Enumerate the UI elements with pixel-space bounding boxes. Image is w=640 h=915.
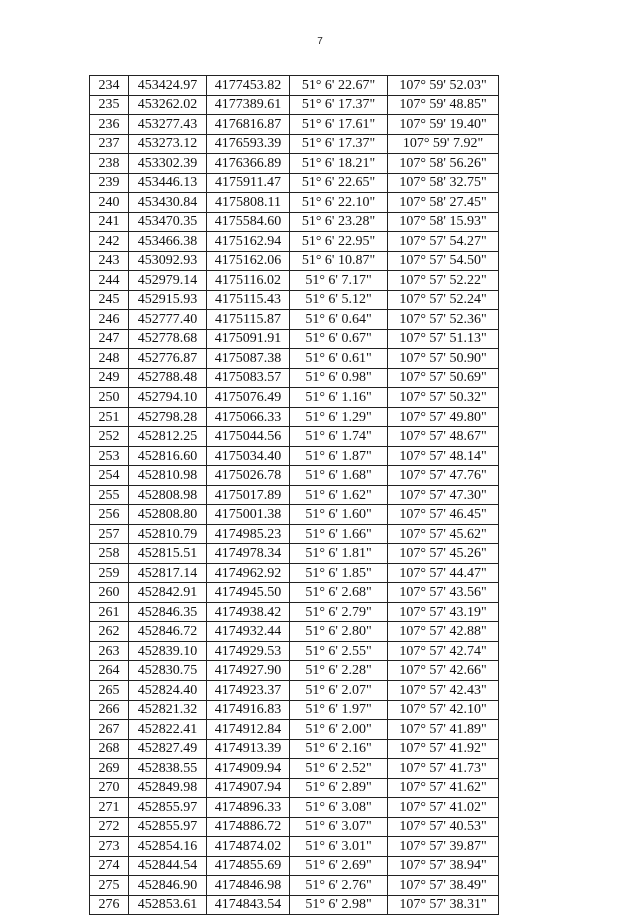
table-row (90, 368, 499, 388)
point-number-cell: 272 (90, 817, 129, 837)
point-number-cell: 255 (90, 485, 129, 505)
point-number-cell: 268 (90, 739, 129, 759)
y-coordinate-cell: 4174962.92 (207, 563, 290, 583)
longitude-cell: 107° 58' 27.45" (388, 193, 499, 213)
longitude-cell: 107° 59' 52.03" (388, 76, 499, 96)
y-coordinate-cell: 4175026.78 (207, 466, 290, 486)
table-row (90, 739, 499, 759)
latitude-cell: 51° 6' 2.89" (290, 778, 388, 798)
y-coordinate-cell: 4175034.40 (207, 446, 290, 466)
latitude-cell: 51° 6' 2.55" (290, 641, 388, 661)
longitude-cell: 107° 57' 41.62" (388, 778, 499, 798)
longitude-cell: 107° 58' 56.26" (388, 154, 499, 174)
longitude-cell: 107° 57' 42.74" (388, 641, 499, 661)
longitude-cell: 107° 57' 45.26" (388, 544, 499, 564)
x-coordinate-cell: 452979.14 (129, 271, 207, 291)
longitude-cell: 107° 57' 44.47" (388, 563, 499, 583)
latitude-cell: 51° 6' 2.16" (290, 739, 388, 759)
y-coordinate-cell: 4175017.89 (207, 485, 290, 505)
table-row (90, 232, 499, 252)
point-number-cell: 256 (90, 505, 129, 525)
latitude-cell: 51° 6' 3.08" (290, 798, 388, 818)
table-row (90, 329, 499, 349)
table-row (90, 680, 499, 700)
latitude-cell: 51° 6' 3.01" (290, 837, 388, 857)
point-number-cell: 241 (90, 212, 129, 232)
y-coordinate-cell: 4175066.33 (207, 407, 290, 427)
x-coordinate-cell: 452777.40 (129, 310, 207, 330)
latitude-cell: 51° 6' 0.64" (290, 310, 388, 330)
latitude-cell: 51° 6' 1.62" (290, 485, 388, 505)
latitude-cell: 51° 6' 1.81" (290, 544, 388, 564)
y-coordinate-cell: 4176816.87 (207, 115, 290, 135)
point-number-cell: 265 (90, 680, 129, 700)
x-coordinate-cell: 452810.79 (129, 524, 207, 544)
x-coordinate-cell: 452849.98 (129, 778, 207, 798)
latitude-cell: 51° 6' 2.00" (290, 720, 388, 740)
longitude-cell: 107° 57' 42.88" (388, 622, 499, 642)
point-number-cell: 251 (90, 407, 129, 427)
coordinates-table-body (90, 76, 499, 915)
latitude-cell: 51° 6' 10.87" (290, 251, 388, 271)
table-row (90, 290, 499, 310)
longitude-cell: 107° 57' 38.49" (388, 876, 499, 896)
point-number-cell: 270 (90, 778, 129, 798)
point-number-cell: 271 (90, 798, 129, 818)
point-number-cell: 234 (90, 76, 129, 96)
longitude-cell: 107° 57' 39.87" (388, 837, 499, 857)
point-number-cell: 240 (90, 193, 129, 213)
x-coordinate-cell: 453466.38 (129, 232, 207, 252)
latitude-cell: 51° 6' 0.67" (290, 329, 388, 349)
y-coordinate-cell: 4174896.33 (207, 798, 290, 818)
latitude-cell: 51° 6' 17.37" (290, 134, 388, 154)
y-coordinate-cell: 4175087.38 (207, 349, 290, 369)
point-number-cell: 253 (90, 446, 129, 466)
longitude-cell: 107° 57' 41.02" (388, 798, 499, 818)
y-coordinate-cell: 4174938.42 (207, 602, 290, 622)
table-row (90, 154, 499, 174)
point-number-cell: 252 (90, 427, 129, 447)
latitude-cell: 51° 6' 1.16" (290, 388, 388, 408)
longitude-cell: 107° 57' 49.80" (388, 407, 499, 427)
latitude-cell: 51° 6' 0.98" (290, 368, 388, 388)
x-coordinate-cell: 452788.48 (129, 368, 207, 388)
table-row (90, 271, 499, 291)
latitude-cell: 51° 6' 2.80" (290, 622, 388, 642)
point-number-cell: 242 (90, 232, 129, 252)
table-row (90, 876, 499, 896)
point-number-cell: 247 (90, 329, 129, 349)
table-row (90, 563, 499, 583)
longitude-cell: 107° 57' 41.92" (388, 739, 499, 759)
x-coordinate-cell: 452854.16 (129, 837, 207, 857)
y-coordinate-cell: 4175162.06 (207, 251, 290, 271)
y-coordinate-cell: 4175162.94 (207, 232, 290, 252)
longitude-cell: 107° 57' 47.30" (388, 485, 499, 505)
table-row (90, 485, 499, 505)
longitude-cell: 107° 57' 50.90" (388, 349, 499, 369)
y-coordinate-cell: 4174855.69 (207, 856, 290, 876)
longitude-cell: 107° 57' 51.13" (388, 329, 499, 349)
point-number-cell: 258 (90, 544, 129, 564)
x-coordinate-cell: 453446.13 (129, 173, 207, 193)
y-coordinate-cell: 4174846.98 (207, 876, 290, 896)
y-coordinate-cell: 4174913.39 (207, 739, 290, 759)
point-number-cell: 250 (90, 388, 129, 408)
latitude-cell: 51° 6' 22.65" (290, 173, 388, 193)
y-coordinate-cell: 4174912.84 (207, 720, 290, 740)
longitude-cell: 107° 57' 50.32" (388, 388, 499, 408)
x-coordinate-cell: 452815.51 (129, 544, 207, 564)
x-coordinate-cell: 452776.87 (129, 349, 207, 369)
x-coordinate-cell: 452817.14 (129, 563, 207, 583)
point-number-cell: 244 (90, 271, 129, 291)
point-number-cell: 273 (90, 837, 129, 857)
table-row (90, 427, 499, 447)
latitude-cell: 51° 6' 5.12" (290, 290, 388, 310)
longitude-cell: 107° 57' 52.22" (388, 271, 499, 291)
y-coordinate-cell: 4177453.82 (207, 76, 290, 96)
latitude-cell: 51° 6' 22.67" (290, 76, 388, 96)
latitude-cell: 51° 6' 7.17" (290, 271, 388, 291)
latitude-cell: 51° 6' 1.66" (290, 524, 388, 544)
table-row (90, 193, 499, 213)
latitude-cell: 51° 6' 1.29" (290, 407, 388, 427)
table-row (90, 505, 499, 525)
table-row (90, 602, 499, 622)
latitude-cell: 51° 6' 2.98" (290, 895, 388, 915)
y-coordinate-cell: 4174927.90 (207, 661, 290, 681)
longitude-cell: 107° 58' 32.75" (388, 173, 499, 193)
y-coordinate-cell: 4177389.61 (207, 95, 290, 115)
longitude-cell: 107° 57' 40.53" (388, 817, 499, 837)
x-coordinate-cell: 452846.35 (129, 602, 207, 622)
x-coordinate-cell: 452844.54 (129, 856, 207, 876)
point-number-cell: 266 (90, 700, 129, 720)
y-coordinate-cell: 4175116.02 (207, 271, 290, 291)
x-coordinate-cell: 453092.93 (129, 251, 207, 271)
x-coordinate-cell: 452846.90 (129, 876, 207, 896)
longitude-cell: 107° 57' 45.62" (388, 524, 499, 544)
point-number-cell: 274 (90, 856, 129, 876)
point-number-cell: 276 (90, 895, 129, 915)
y-coordinate-cell: 4176366.89 (207, 154, 290, 174)
point-number-cell: 237 (90, 134, 129, 154)
point-number-cell: 239 (90, 173, 129, 193)
point-number-cell: 260 (90, 583, 129, 603)
latitude-cell: 51° 6' 2.68" (290, 583, 388, 603)
table-row (90, 134, 499, 154)
longitude-cell: 107° 57' 43.56" (388, 583, 499, 603)
table-row (90, 76, 499, 96)
table-row (90, 720, 499, 740)
latitude-cell: 51° 6' 17.37" (290, 95, 388, 115)
latitude-cell: 51° 6' 2.28" (290, 661, 388, 681)
x-coordinate-cell: 453302.39 (129, 154, 207, 174)
y-coordinate-cell: 4174909.94 (207, 759, 290, 779)
table-row (90, 310, 499, 330)
longitude-cell: 107° 57' 47.76" (388, 466, 499, 486)
x-coordinate-cell: 452812.25 (129, 427, 207, 447)
table-row (90, 759, 499, 779)
y-coordinate-cell: 4175044.56 (207, 427, 290, 447)
longitude-cell: 107° 57' 48.67" (388, 427, 499, 447)
latitude-cell: 51° 6' 1.97" (290, 700, 388, 720)
y-coordinate-cell: 4174945.50 (207, 583, 290, 603)
table-row (90, 798, 499, 818)
longitude-cell: 107° 57' 38.31" (388, 895, 499, 915)
y-coordinate-cell: 4176593.39 (207, 134, 290, 154)
longitude-cell: 107° 57' 52.36" (388, 310, 499, 330)
longitude-cell: 107° 59' 19.40" (388, 115, 499, 135)
point-number-cell: 259 (90, 563, 129, 583)
y-coordinate-cell: 4174874.02 (207, 837, 290, 857)
x-coordinate-cell: 453273.12 (129, 134, 207, 154)
x-coordinate-cell: 452830.75 (129, 661, 207, 681)
point-number-cell: 262 (90, 622, 129, 642)
point-number-cell: 238 (90, 154, 129, 174)
x-coordinate-cell: 452822.41 (129, 720, 207, 740)
table-row (90, 407, 499, 427)
x-coordinate-cell: 453277.43 (129, 115, 207, 135)
y-coordinate-cell: 4174978.34 (207, 544, 290, 564)
y-coordinate-cell: 4174932.44 (207, 622, 290, 642)
x-coordinate-cell: 453470.35 (129, 212, 207, 232)
point-number-cell: 263 (90, 641, 129, 661)
x-coordinate-cell: 452808.80 (129, 505, 207, 525)
y-coordinate-cell: 4175001.38 (207, 505, 290, 525)
x-coordinate-cell: 452821.32 (129, 700, 207, 720)
point-number-cell: 257 (90, 524, 129, 544)
point-number-cell: 235 (90, 95, 129, 115)
table-row (90, 544, 499, 564)
table-row (90, 641, 499, 661)
latitude-cell: 51° 6' 2.69" (290, 856, 388, 876)
longitude-cell: 107° 59' 48.85" (388, 95, 499, 115)
table-row (90, 115, 499, 135)
table-row (90, 583, 499, 603)
point-number-cell: 249 (90, 368, 129, 388)
point-number-cell: 248 (90, 349, 129, 369)
x-coordinate-cell: 452855.97 (129, 817, 207, 837)
table-row (90, 622, 499, 642)
y-coordinate-cell: 4175584.60 (207, 212, 290, 232)
longitude-cell: 107° 57' 42.43" (388, 680, 499, 700)
x-coordinate-cell: 452794.10 (129, 388, 207, 408)
page-number: 7 (317, 36, 323, 47)
table-row (90, 524, 499, 544)
latitude-cell: 51° 6' 2.07" (290, 680, 388, 700)
table-row (90, 837, 499, 857)
y-coordinate-cell: 4175808.11 (207, 193, 290, 213)
coordinates-table (89, 75, 499, 915)
longitude-cell: 107° 58' 15.93" (388, 212, 499, 232)
table-row (90, 466, 499, 486)
y-coordinate-cell: 4175115.43 (207, 290, 290, 310)
x-coordinate-cell: 452853.61 (129, 895, 207, 915)
latitude-cell: 51° 6' 23.28" (290, 212, 388, 232)
y-coordinate-cell: 4175115.87 (207, 310, 290, 330)
point-number-cell: 264 (90, 661, 129, 681)
table-row (90, 446, 499, 466)
point-number-cell: 269 (90, 759, 129, 779)
x-coordinate-cell: 452827.49 (129, 739, 207, 759)
latitude-cell: 51° 6' 22.10" (290, 193, 388, 213)
x-coordinate-cell: 452824.40 (129, 680, 207, 700)
latitude-cell: 51° 6' 17.61" (290, 115, 388, 135)
y-coordinate-cell: 4174886.72 (207, 817, 290, 837)
table-row (90, 95, 499, 115)
latitude-cell: 51° 6' 0.61" (290, 349, 388, 369)
point-number-cell: 246 (90, 310, 129, 330)
latitude-cell: 51° 6' 1.87" (290, 446, 388, 466)
table-row (90, 349, 499, 369)
longitude-cell: 107° 57' 41.89" (388, 720, 499, 740)
x-coordinate-cell: 452915.93 (129, 290, 207, 310)
latitude-cell: 51° 6' 1.60" (290, 505, 388, 525)
y-coordinate-cell: 4174985.23 (207, 524, 290, 544)
longitude-cell: 107° 57' 46.45" (388, 505, 499, 525)
point-number-cell: 267 (90, 720, 129, 740)
point-number-cell: 254 (90, 466, 129, 486)
y-coordinate-cell: 4175083.57 (207, 368, 290, 388)
x-coordinate-cell: 452778.68 (129, 329, 207, 349)
latitude-cell: 51° 6' 1.74" (290, 427, 388, 447)
latitude-cell: 51° 6' 2.79" (290, 602, 388, 622)
longitude-cell: 107° 57' 52.24" (388, 290, 499, 310)
table-row (90, 388, 499, 408)
x-coordinate-cell: 452855.97 (129, 798, 207, 818)
table-row (90, 856, 499, 876)
latitude-cell: 51° 6' 2.76" (290, 876, 388, 896)
latitude-cell: 51° 6' 1.85" (290, 563, 388, 583)
latitude-cell: 51° 6' 1.68" (290, 466, 388, 486)
longitude-cell: 107° 59' 7.92" (388, 134, 499, 154)
y-coordinate-cell: 4175076.49 (207, 388, 290, 408)
longitude-cell: 107° 57' 54.50" (388, 251, 499, 271)
y-coordinate-cell: 4174923.37 (207, 680, 290, 700)
table-row (90, 700, 499, 720)
table-row (90, 173, 499, 193)
point-number-cell: 275 (90, 876, 129, 896)
table-row (90, 778, 499, 798)
point-number-cell: 236 (90, 115, 129, 135)
latitude-cell: 51° 6' 22.95" (290, 232, 388, 252)
y-coordinate-cell: 4174916.83 (207, 700, 290, 720)
point-number-cell: 243 (90, 251, 129, 271)
table-row (90, 661, 499, 681)
latitude-cell: 51° 6' 2.52" (290, 759, 388, 779)
y-coordinate-cell: 4175091.91 (207, 329, 290, 349)
longitude-cell: 107° 57' 54.27" (388, 232, 499, 252)
x-coordinate-cell: 452838.55 (129, 759, 207, 779)
y-coordinate-cell: 4174929.53 (207, 641, 290, 661)
longitude-cell: 107° 57' 50.69" (388, 368, 499, 388)
longitude-cell: 107° 57' 43.19" (388, 602, 499, 622)
y-coordinate-cell: 4174843.54 (207, 895, 290, 915)
longitude-cell: 107° 57' 42.10" (388, 700, 499, 720)
table-row (90, 817, 499, 837)
x-coordinate-cell: 452808.98 (129, 485, 207, 505)
table-row (90, 212, 499, 232)
longitude-cell: 107° 57' 38.94" (388, 856, 499, 876)
x-coordinate-cell: 453262.02 (129, 95, 207, 115)
x-coordinate-cell: 453430.84 (129, 193, 207, 213)
y-coordinate-cell: 4174907.94 (207, 778, 290, 798)
longitude-cell: 107° 57' 42.66" (388, 661, 499, 681)
x-coordinate-cell: 452846.72 (129, 622, 207, 642)
latitude-cell: 51° 6' 3.07" (290, 817, 388, 837)
x-coordinate-cell: 452839.10 (129, 641, 207, 661)
x-coordinate-cell: 453424.97 (129, 76, 207, 96)
point-number-cell: 245 (90, 290, 129, 310)
x-coordinate-cell: 452798.28 (129, 407, 207, 427)
latitude-cell: 51° 6' 18.21" (290, 154, 388, 174)
table-row (90, 251, 499, 271)
y-coordinate-cell: 4175911.47 (207, 173, 290, 193)
x-coordinate-cell: 452810.98 (129, 466, 207, 486)
longitude-cell: 107° 57' 48.14" (388, 446, 499, 466)
point-number-cell: 261 (90, 602, 129, 622)
x-coordinate-cell: 452816.60 (129, 446, 207, 466)
longitude-cell: 107° 57' 41.73" (388, 759, 499, 779)
x-coordinate-cell: 452842.91 (129, 583, 207, 603)
